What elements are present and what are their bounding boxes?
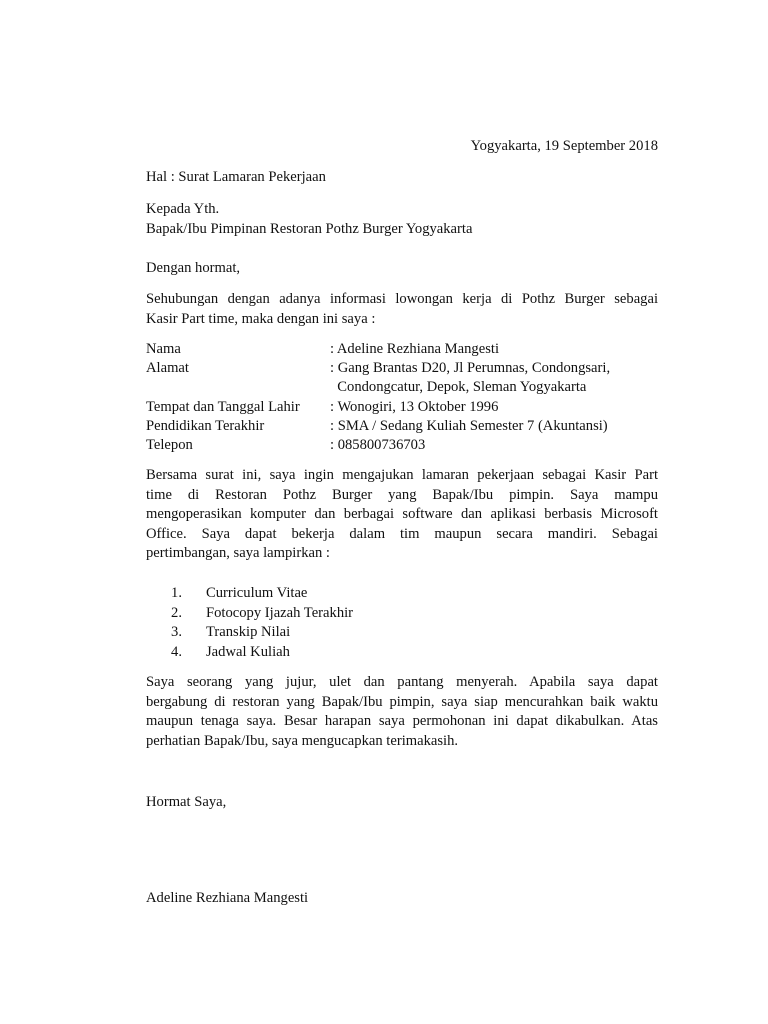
body-line: bergabung di restoran yang Bapak/Ibu pimpin, saya siap mencurahkan baik waktu [146,693,658,710]
body-paragraph-1 [146,466,658,564]
body-line: Saya seorang yang jujur, ulet dan pantang menyerah. Apabila saya dapat [146,674,658,690]
body-line: time di Restoran Pothz Burger yang Bapak/Ibu pimpin. Saya mampu [146,486,658,503]
detail-value: : Gang Brantas D20, Jl Perumnas, Condongsari, [330,360,611,376]
detail-value: Condongcatur, Depok, Sleman Yogyakarta [330,379,587,395]
greeting: Dengan hormat, [146,260,241,276]
letter-date: Yogyakarta, 19 September 2018 [470,138,658,154]
body-line: perhatian Bapak/Ibu, saya mengucapkan terimakasih. [146,732,459,749]
body-line: mengoperasikan komputer dan berbagai software dan aplikasi berbasis Microsoft [146,506,658,522]
detail-value: : SMA / Sedang Kuliah Semester 7 (Akuntansi) [330,418,608,434]
list-text: Fotocopy Ijazah Terakhir [206,604,354,621]
list-text: Jadwal Kuliah [206,643,290,660]
signature-name: Adeline Rezhiana Mangesti [146,890,309,906]
recipient-line-1: Kepada Yth. [146,201,220,217]
closing: Hormat Saya, [146,794,227,810]
detail-label: Pendidikan Terakhir [146,418,265,434]
intro-line: Sehubungan dengan adanya informasi lowongan kerja di Pothz Burger sebagai [146,291,658,307]
detail-label: Tempat dan Tanggal Lahir [146,399,300,415]
list-number: 4. [171,643,182,660]
detail-value: : Wonogiri, 13 Oktober 1996 [330,399,499,415]
body-line: Bersama surat ini, saya ingin mengajukan lamaran pekerjaan sebagai Kasir Part [146,467,658,483]
letter-subject: Hal : Surat Lamaran Pekerjaan [146,169,326,185]
intro-line: Kasir Part time, maka dengan ini saya : [146,310,376,327]
list-number: 3. [171,624,182,640]
letter-page [146,0,658,1024]
body-line: maupun tenaga saya. Besar harapan saya permohonan ini dapat dikabulkan. Atas [146,713,658,729]
body-line: pertimbangan, saya lampirkan : [146,545,330,561]
list-number: 2. [171,604,182,621]
list-text: Curriculum Vitae [206,585,308,601]
list-text: Transkip Nilai [206,624,291,640]
detail-label: Nama [146,341,181,357]
body-paragraph-2 [146,673,658,751]
detail-label: Alamat [146,360,189,376]
detail-value: : Adeline Rezhiana Mangesti [330,341,499,357]
detail-value: : 085800736703 [330,437,426,453]
list-number: 1. [171,585,182,601]
intro-paragraph [146,290,658,329]
body-line: Office. Saya dapat bekerja dalam tim maupun secara mandiri. Sebagai [146,525,658,542]
detail-label: Telepon [146,437,193,453]
recipient-line-2: Bapak/Ibu Pimpinan Restoran Pothz Burger Yogyakarta [146,221,473,237]
